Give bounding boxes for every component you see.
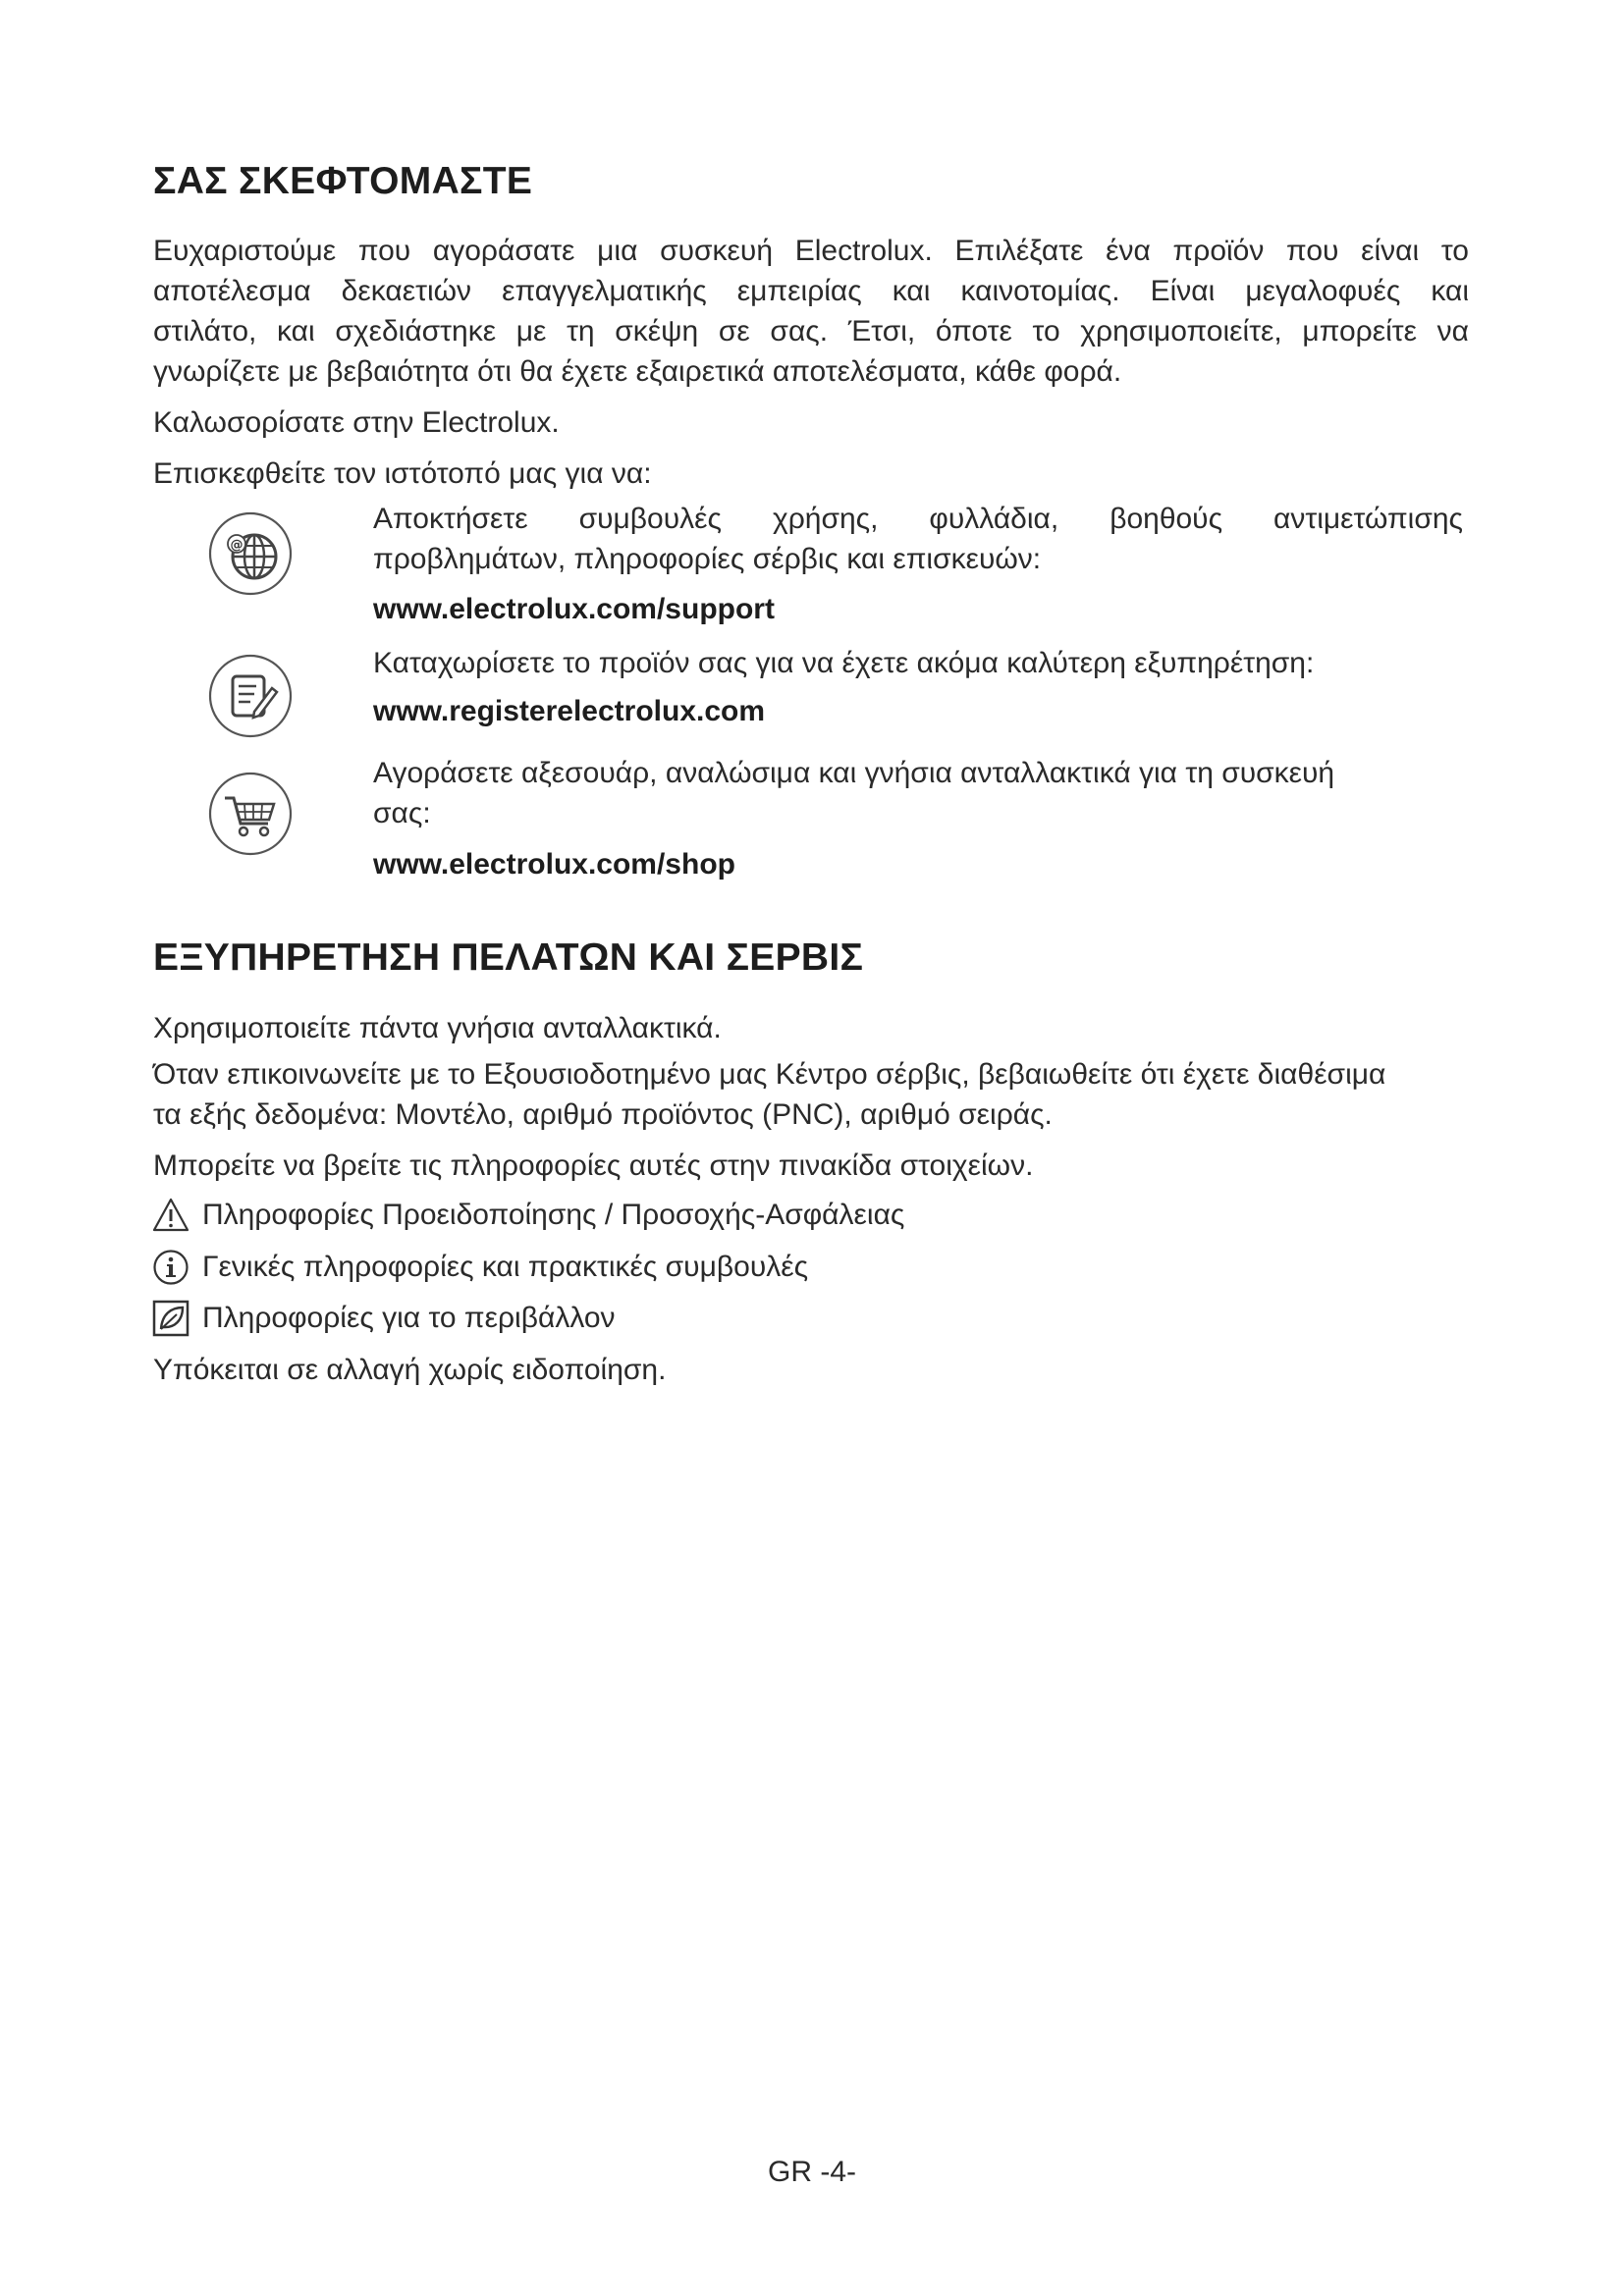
register-text (373, 643, 1463, 683)
info-circle-icon (151, 1248, 190, 1287)
shop-link[interactable]: www.electrolux.com/shop (373, 848, 735, 881)
legend-environment-label: Πληροφορίες για το περιβάλλον (202, 1302, 616, 1334)
register-icon (207, 653, 294, 739)
warning-triangle-icon (151, 1196, 190, 1235)
legend-warning (151, 1196, 904, 1235)
section-title-thinking-of-you: ΣΑΣ ΣΚΕΦΤΟΜΑΣΤΕ (153, 160, 533, 202)
globe-icon (207, 510, 294, 597)
subject-to-change-text: Υπόκειται σε αλλαγή χωρίς ειδοποίηση. (153, 1354, 667, 1386)
genuine-parts-text: Χρησιμοποιείτε πάντα γνήσια ανταλλακτικά. (153, 1012, 722, 1044)
intro-line-1: Ευχαριστούμε που αγοράσατε μια συσκευή Electrolux. Επιλέξατε ένα προϊόν που είναι το (153, 235, 1469, 267)
page-number: GR -4- (768, 2156, 856, 2188)
contact-line-1: Όταν επικοινωνείτε με το Εξουσιοδοτημένο μας Κέντρο σέρβις, βεβαιωθείτε ότι έχετε διαθέσιμα (153, 1058, 1386, 1091)
intro-line-2: αποτέλεσμα δεκαετιών επαγγελματικής εμπειρίας και καινοτομίας. Είναι μεγαλοφυές και (153, 275, 1469, 307)
environment-leaf-icon (151, 1299, 190, 1338)
register-line-1: Καταχωρίσετε το προϊόν σας για να έχετε ακόμα καλύτερη εξυπηρέτηση: (373, 647, 1315, 679)
register-link[interactable]: www.registerelectrolux.com (373, 695, 766, 727)
contact-paragraph (153, 1054, 1469, 1135)
visit-intro-text: Επισκεφθείτε τον ιστότοπό μας για να: (153, 457, 652, 490)
legend-info (151, 1248, 808, 1287)
intro-line-4: γνωρίζετε με βεβαιότητα ότι θα έχετε εξαιρετικά αποτελέσματα, κάθε φορά. (153, 355, 1122, 388)
intro-paragraph (153, 231, 1469, 392)
legend-environment (151, 1299, 616, 1338)
shop-line-2: σας: (373, 797, 431, 829)
section-title-customer-care: ΕΞΥΠΗΡΕΤΗΣΗ ΠΕΛΑΤΩΝ ΚΑΙ ΣΕΡΒΙΣ (153, 936, 864, 979)
shop-line-1: Αγοράσετε αξεσουάρ, αναλώσιμα και γνήσια ανταλλακτικά για τη συσκευή (373, 757, 1335, 789)
shop-text (373, 753, 1463, 833)
welcome-text: Καλωσορίσατε στην Electrolux. (153, 406, 560, 439)
shopping-cart-icon (207, 771, 294, 857)
svg-text:@: @ (230, 538, 244, 553)
support-line-2: προβλημάτων, πληροφορίες σέρβις και επισκευών: (373, 543, 1042, 575)
legend-info-label: Γενικές πληροφορίες και πρακτικές συμβουλές (202, 1251, 809, 1283)
contact-line-2: τα εξής δεδομένα: Μοντέλο, αριθμό προϊόντος (PNC), αριθμό σειράς. (153, 1098, 1053, 1131)
legend-warning-label: Πληροφορίες Προειδοποίησης / Προσοχής-Ασφάλειας (202, 1199, 905, 1231)
support-text (373, 499, 1463, 579)
support-link[interactable]: www.electrolux.com/support (373, 593, 775, 625)
rating-plate-text: Μπορείτε να βρείτε τις πληροφορίες αυτές στην πινακίδα στοιχείων. (153, 1149, 1034, 1182)
support-line-1: Αποκτήσετε συμβουλές χρήσης, φυλλάδια, βοηθούς αντιμετώπισης (373, 503, 1463, 535)
intro-line-3: στιλάτο, και σχεδιάστηκε με τη σκέψη σε σας. Έτσι, όποτε το χρησιμοποιείτε, μπορείτε να (153, 315, 1469, 347)
